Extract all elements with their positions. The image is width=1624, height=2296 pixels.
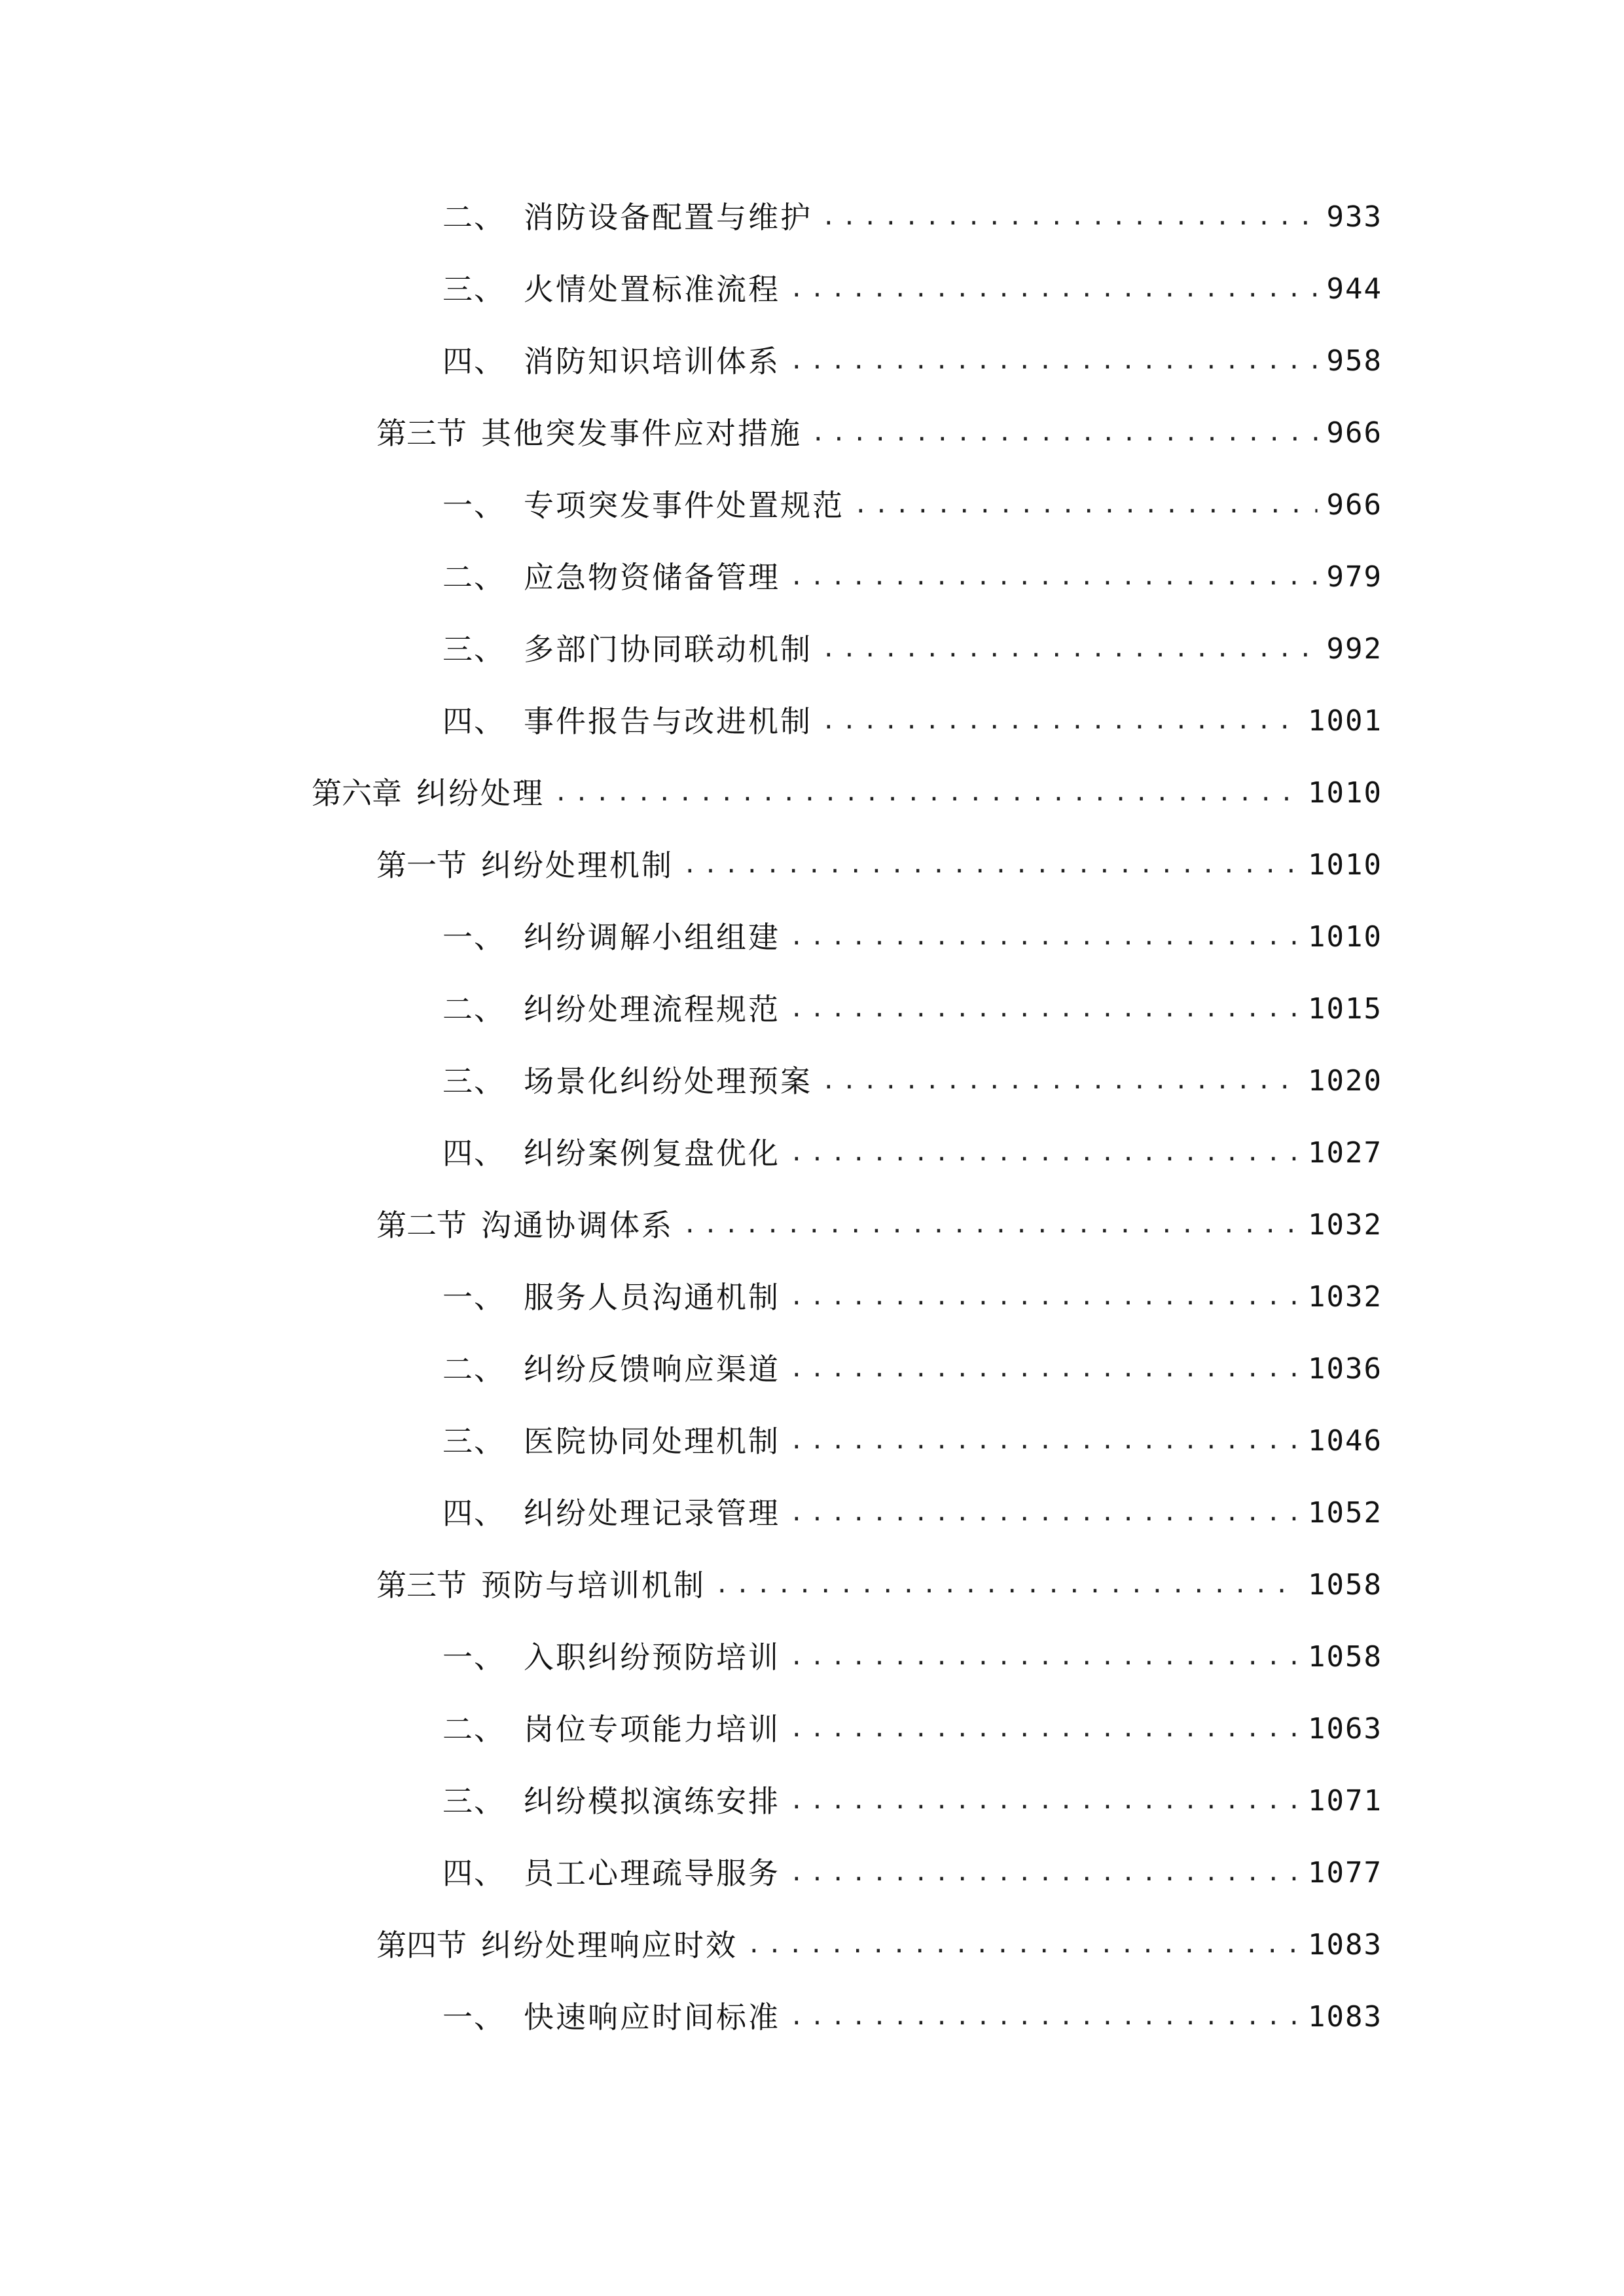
toc-entry-page-number: 1020: [1308, 1064, 1382, 1098]
dot-leader: [789, 1775, 1299, 1827]
toc-entry-title: 岗位专项能力培训: [524, 1712, 780, 1747]
toc-entry-title: 纠纷案例复盘优化: [524, 1136, 780, 1171]
toc-entry-title: 快速响应时间标准: [524, 2000, 780, 2035]
toc-entry-item[interactable]: [442, 623, 1382, 675]
toc-entry-title: 专项突发事件处置规范: [524, 488, 844, 523]
toc-entry-title: 场景化纠纷处理预案: [524, 1064, 812, 1099]
toc-entry-page-number: 1015: [1308, 992, 1382, 1026]
toc-entry-title: 服务人员沟通机制: [524, 1280, 780, 1315]
toc-entry-page-number: 1032: [1308, 1280, 1382, 1314]
toc-entry-title: 纠纷处理: [416, 776, 545, 811]
toc-entry-page-number: 1083: [1308, 1928, 1382, 1962]
toc-entry-number: 第三节: [376, 1568, 467, 1603]
toc-entry-item[interactable]: [442, 551, 1382, 603]
toc-entry-page-number: 979: [1326, 560, 1382, 594]
toc-entry-page-number: 992: [1326, 632, 1382, 666]
toc-entry-item[interactable]: [442, 191, 1382, 243]
toc-entry-number: 二、: [442, 1352, 505, 1387]
dot-leader: [683, 1199, 1299, 1251]
dot-leader: [789, 1343, 1299, 1395]
toc-entry-item[interactable]: [442, 479, 1382, 531]
toc-entry-item[interactable]: [442, 1343, 1382, 1395]
dot-leader: [789, 1487, 1299, 1539]
toc-entry-title: 纠纷处理机制: [481, 848, 674, 883]
toc-entry-title: 纠纷模拟演练安排: [524, 1784, 780, 1819]
dot-leader: [811, 407, 1318, 459]
toc-entry-page-number: 1001: [1308, 704, 1382, 738]
toc-entry-page-number: 1027: [1308, 1136, 1382, 1170]
dot-leader: [789, 1271, 1299, 1323]
toc-entry-number: 二、: [442, 992, 505, 1027]
toc-entry-number: 三、: [442, 1424, 505, 1459]
dot-leader: [789, 911, 1299, 963]
toc-entry-title: 事件报告与改进机制: [524, 704, 812, 739]
toc-entry-page-number: 933: [1326, 200, 1382, 234]
toc-entry-number: 二、: [442, 200, 505, 235]
toc-entry-number: 一、: [442, 1640, 505, 1675]
toc-entry-chapter[interactable]: [312, 767, 1382, 819]
toc-entry-item[interactable]: [442, 1775, 1382, 1827]
toc-entry-page-number: 1010: [1308, 776, 1382, 810]
toc-entry-number: 第四节: [376, 1928, 467, 1963]
toc-entry-item[interactable]: [442, 695, 1382, 747]
toc-entry-title: 入职纠纷预防培训: [524, 1640, 780, 1675]
dot-leader: [789, 983, 1299, 1035]
dot-leader: [715, 1559, 1299, 1611]
toc-entry-number: 一、: [442, 1280, 505, 1315]
toc-entry-number: 第六章: [312, 776, 402, 811]
dot-leader: [821, 1055, 1299, 1107]
dot-leader: [789, 335, 1318, 387]
toc-entry-number: 二、: [442, 560, 505, 595]
toc-entry-title: 沟通协调体系: [481, 1208, 674, 1243]
toc-entry-page-number: 1010: [1308, 920, 1382, 954]
toc-entry-item[interactable]: [442, 1271, 1382, 1323]
toc-entry-page-number: 1046: [1308, 1424, 1382, 1458]
toc-entry-page-number: 1063: [1308, 1712, 1382, 1746]
dot-leader: [789, 1991, 1299, 2043]
toc-entry-number: 一、: [442, 2000, 505, 2035]
toc-entry-title: 其他突发事件应对措施: [481, 416, 802, 451]
toc-entry-number: 四、: [442, 344, 505, 379]
toc-entry-item[interactable]: [442, 911, 1382, 963]
toc-entry-number: 四、: [442, 1856, 505, 1891]
toc-entry-number: 一、: [442, 920, 505, 955]
toc-entry-number: 三、: [442, 632, 505, 667]
dot-leader: [747, 1919, 1299, 1971]
toc-entry-number: 四、: [442, 1136, 505, 1171]
toc-entry-section[interactable]: [376, 1559, 1382, 1611]
toc-entry-item[interactable]: [442, 1487, 1382, 1539]
toc-entry-title: 应急物资储备管理: [524, 560, 780, 595]
toc-entry-item[interactable]: [442, 1991, 1382, 2043]
toc-entry-number: 二、: [442, 1712, 505, 1747]
dot-leader: [683, 839, 1299, 891]
toc-entry-title: 员工心理疏导服务: [524, 1856, 780, 1891]
toc-entry-title: 医院协同处理机制: [524, 1424, 780, 1459]
toc-entry-item[interactable]: [442, 1127, 1382, 1179]
toc-entry-page-number: 1036: [1308, 1352, 1382, 1386]
dot-leader: [821, 695, 1299, 747]
toc-entry-number: 一、: [442, 488, 505, 523]
toc-entry-title: 预防与培训机制: [481, 1568, 706, 1603]
toc-entry-section[interactable]: [376, 1919, 1382, 1971]
toc-entry-page-number: 966: [1326, 416, 1382, 450]
toc-entry-page-number: 1058: [1308, 1640, 1382, 1674]
toc-entry-page-number: 1058: [1308, 1568, 1382, 1602]
toc-entry-title: 消防设备配置与维护: [524, 200, 812, 235]
toc-entry-page-number: 1010: [1308, 848, 1382, 882]
toc-entry-item[interactable]: [442, 335, 1382, 387]
toc-entry-title: 多部门协同联动机制: [524, 632, 812, 667]
toc-entry-page-number: 966: [1326, 488, 1382, 522]
toc-entry-number: 三、: [442, 1784, 505, 1819]
toc-entry-number: 第二节: [376, 1208, 467, 1243]
toc-entry-item[interactable]: [442, 263, 1382, 315]
toc-entry-title: 火情处置标准流程: [524, 272, 780, 307]
toc-entry-page-number: 1077: [1308, 1856, 1382, 1890]
dot-leader: [821, 623, 1318, 675]
toc-entry-item[interactable]: [442, 1703, 1382, 1755]
toc-entry-title: 纠纷处理记录管理: [524, 1496, 780, 1531]
toc-entry-number: 第三节: [376, 416, 467, 451]
toc-entry-title: 纠纷处理响应时效: [481, 1928, 738, 1963]
toc-entry-page-number: 1032: [1308, 1208, 1382, 1242]
toc-entry-title: 纠纷调解小组组建: [524, 920, 780, 955]
toc-entry-number: 第一节: [376, 848, 467, 883]
dot-leader: [789, 263, 1318, 315]
toc-entry-number: 四、: [442, 1496, 505, 1531]
dot-leader: [789, 1631, 1299, 1683]
dot-leader: [554, 767, 1299, 819]
toc-entry-number: 三、: [442, 272, 505, 307]
toc-entry-page-number: 958: [1326, 344, 1382, 378]
toc-entry-title: 消防知识培训体系: [524, 344, 780, 379]
toc-entry-item[interactable]: [442, 1055, 1382, 1107]
dot-leader: [789, 551, 1318, 603]
toc-entry-section[interactable]: [376, 1199, 1382, 1251]
dot-leader: [789, 1703, 1299, 1755]
toc-entry-item[interactable]: [442, 983, 1382, 1035]
dot-leader: [789, 1127, 1299, 1179]
toc-entry-page-number: 1083: [1308, 2000, 1382, 2034]
toc-entry-number: 四、: [442, 704, 505, 739]
toc-entry-title: 纠纷处理流程规范: [524, 992, 780, 1027]
toc-entry-page-number: 1052: [1308, 1496, 1382, 1530]
toc-entry-section[interactable]: [376, 407, 1382, 459]
toc-entry-item[interactable]: [442, 1631, 1382, 1683]
dot-leader: [789, 1415, 1299, 1467]
dot-leader: [821, 191, 1318, 243]
toc-entry-section[interactable]: [376, 839, 1382, 891]
toc-entry-title: 纠纷反馈响应渠道: [524, 1352, 780, 1387]
toc-entry-page-number: 944: [1326, 272, 1382, 306]
toc-entry-item[interactable]: [442, 1847, 1382, 1899]
toc-entry-item[interactable]: [442, 1415, 1382, 1467]
toc-entry-page-number: 1071: [1308, 1784, 1382, 1818]
dot-leader: [854, 479, 1318, 531]
dot-leader: [789, 1847, 1299, 1899]
toc-entry-number: 三、: [442, 1064, 505, 1099]
